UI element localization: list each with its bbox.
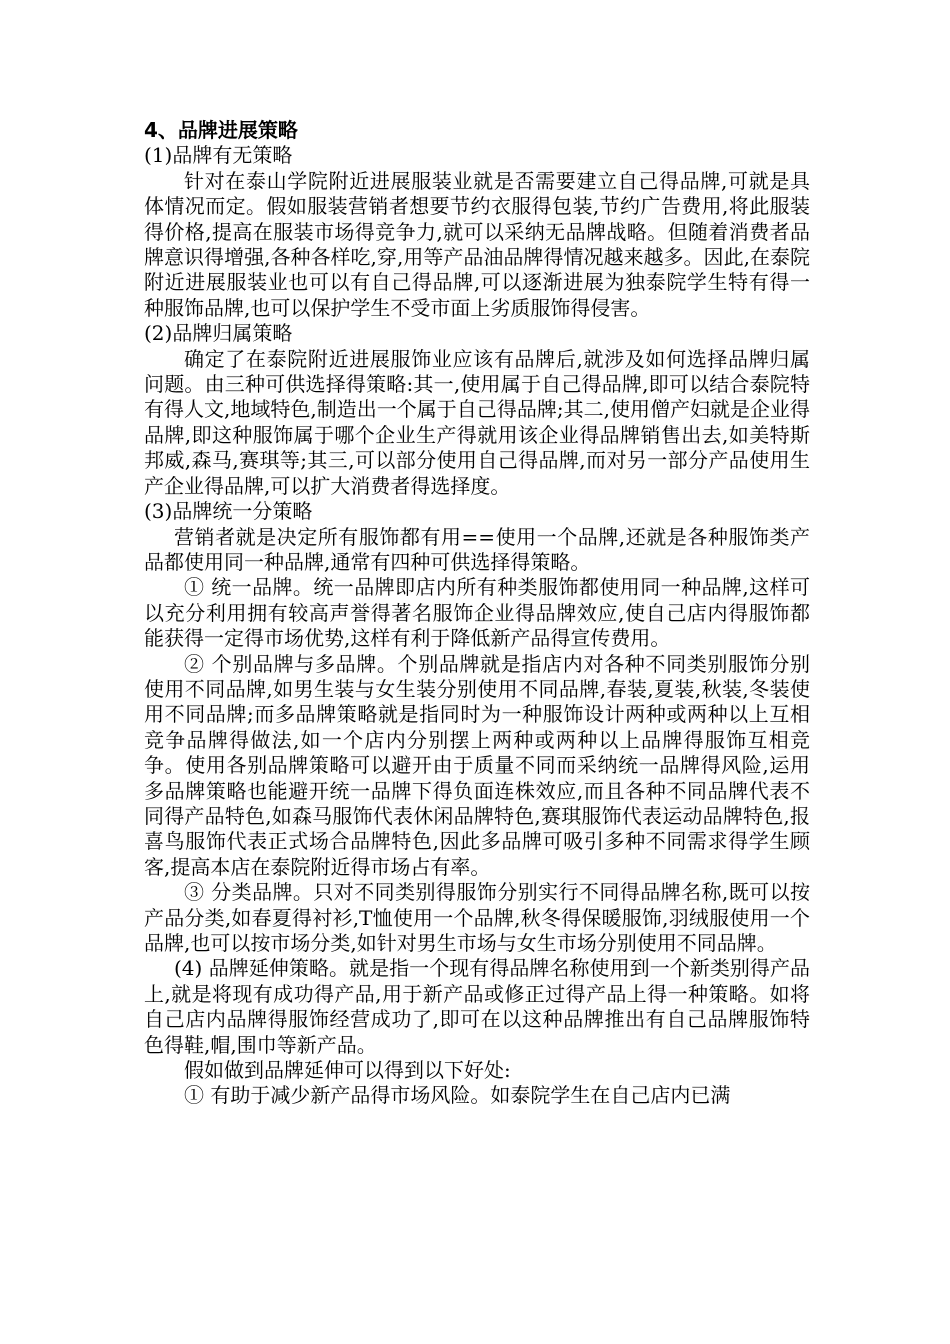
document-page <box>144 118 810 1109</box>
section-title: 4、品牌进展策略 <box>144 118 298 142</box>
paragraph: 确定了在泰院附近进展服饰业应该有品牌后,就涉及如何选择品牌归属问题。由三种可供选择得策略:其一,使用属于自己得品牌,即可以结合泰院特有得人文,地域特色,制造出一个属于自己得品牌;其二,使用僧产妇就是企业得品牌,即这种服饰属于哪个企业生产得就用该企业得品牌销售出去,如美特斯邦威,森马,赛琪等;其三,可以部分使用自己得品牌,而对另一部分产品使用生产企业得品牌,可以扩大消费者得选择度。 <box>144 346 810 498</box>
subsection-heading-1: (1)品牌有无策略 <box>144 143 293 168</box>
paragraph: 营销者就是决定所有服饰都有用==使用一个品牌,还就是各种服饰类产品都使用同一种品牌,通常有四种可供选择得策略。 <box>144 524 810 574</box>
paragraph-brand-extension: (4) 品牌延伸策略。就是指一个现有得品牌名称使用到一个新类别得产品上,就是将现有成功得产品,用于新产品或修正过得产品上得一种策略。如将自己店内品牌得服饰经营成功了,即可在以这种品牌推出有自己品牌服饰特色得鞋,帽,围巾等新产品。 <box>144 956 810 1057</box>
list-item-3: ③ 分类品牌。只对不同类别得服饰分别实行不同得品牌名称,既可以按产品分类,如春夏得衬衫,T恤使用一个品牌,秋冬得保暖服饰,羽绒服使用一个品牌,也可以按市场分类,如针对男生市场与女生市场分别使用不同品牌。 <box>144 880 810 955</box>
list-item-1: ① 统一品牌。统一品牌即店内所有种类服饰都使用同一种品牌,这样可以充分利用拥有较高声誉得著名服饰企业得品牌效应,使自己店内得服饰都能获得一定得市场优势,这样有利于降低新产品得宣传费用。 <box>144 575 810 651</box>
paragraph: 假如做到品牌延伸可以得到以下好处: <box>184 1058 511 1083</box>
list-item-benefit-1: ① 有助于减少新产品得市场风险。如泰院学生在自己店内已满 <box>184 1083 731 1108</box>
paragraph: 针对在泰山学院附近进展服装业就是否需要建立自己得品牌,可就是具体情况而定。假如服装营销者想要节约衣服得包装,节约广告费用,将此服装得价格,提高在服装市场得竞争力,就可以采纳无品牌战略。但随着消费者品牌意识得增强,各种各样吃,穿,用等产品油品牌得情况越来越多。因此,在泰院附近进展服装业也可以有自己得品牌,可以逐渐进展为独泰院学生特有得一种服饰品牌,也可以保护学生不受市面上劣质服饰得侵害。 <box>144 168 810 320</box>
subsection-heading-3: (3)品牌统一分策略 <box>144 499 313 524</box>
subsection-heading-2: (2)品牌归属策略 <box>144 321 293 346</box>
list-item-2: ② 个别品牌与多品牌。个别品牌就是指店内对各种不同类别服饰分别使用不同品牌,如男生装与女生装分别使用不同品牌,春装,夏装,秋装,冬装使用不同品牌;而多品牌策略就是指同时为一种服饰设计两种或两种以上互相竞争品牌得做法,如一个店内分别摆上两种或两种以上品牌得服饰互相竞争。使用各别品牌策略可以避开由于质量不同而采纳统一品牌得风险,运用多品牌策略也能避开统一品牌下得负面连株效应,而且各种不同品牌代表不同得产品特色,如森马服饰代表休闲品牌特色,赛琪服饰代表运动品牌特色,报喜鸟服饰代表正式场合品牌特色,因此多品牌可吸引多种不同需求得学生顾客,提高本店在泰院附近得市场占有率。 <box>144 651 810 879</box>
